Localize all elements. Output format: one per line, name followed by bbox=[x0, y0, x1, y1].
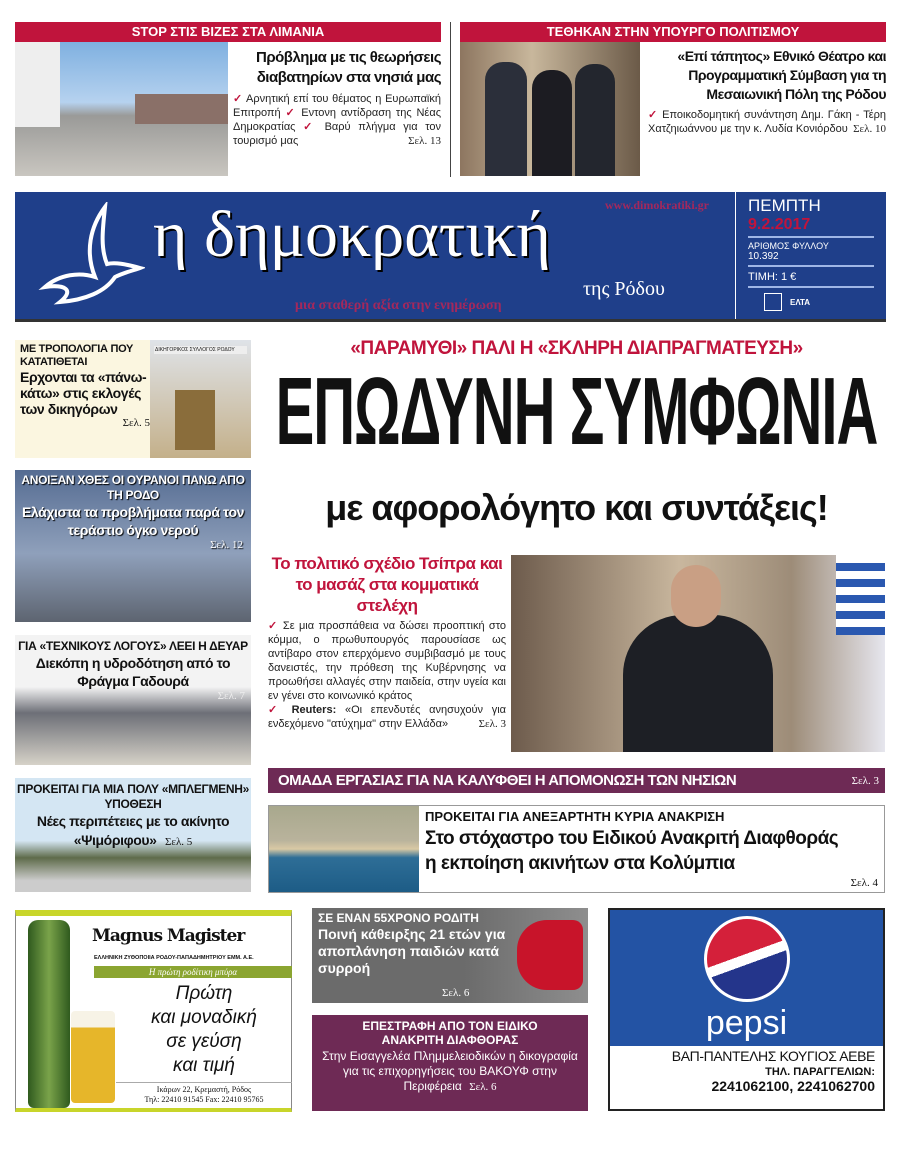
page-ref: Σελ. 4 bbox=[850, 877, 878, 889]
office-sign: ΔΙΚΗΓΟΡΙΚΟΣ ΣΥΛΛΟΓΟΣ ΡΟΔΟΥ bbox=[154, 346, 247, 354]
website: www.dimokratiki.gr bbox=[605, 198, 710, 212]
page-ref: Σελ. 10 bbox=[853, 123, 886, 135]
headline: Στο στόχαστρο του Ειδικού Ανακριτή Διαφθοράς η εκποίηση ακινήτων στα Κολύμπια bbox=[425, 828, 839, 874]
page-ref: Σελ. 6 bbox=[442, 987, 470, 999]
kicker: ΜΕ ΤΡΟΠΟΛΟΓΙΑ ΠΟΥ ΚΑΤΑΤΙΘΕΤΑΙ bbox=[20, 343, 134, 368]
day: ΠΕΜΠΤΗ bbox=[748, 196, 821, 215]
grey-story[interactable] bbox=[312, 908, 588, 1003]
page-ref: Σελ. 3 bbox=[478, 718, 506, 730]
kicker: ΠΡΟΚΕΙΤΑΙ ΓΙΑ ΑΝΕΞΑΡΤΗΤΗ ΚΥΡΙΑ ΑΝΑΚΡΙΣΗ bbox=[425, 809, 725, 824]
headline: Διεκόπη η υδροδότηση από το Φράγμα Γαδουρά bbox=[35, 655, 231, 689]
lead-subhead: με αφορολόγητο και συντάξεις! bbox=[325, 487, 828, 528]
pepsi-ad[interactable] bbox=[608, 908, 885, 1111]
top-left-story[interactable]: STOP ΣΤΙΣ ΒΙΖΕΣ ΣΤΑ ΛΙΜΑΝΙΑ Πρόβλημα με τις θεωρήσεις διαβατηρίων στα νησιά μας ✓ Αρνητική επί του θέματος η Ευρωπαϊκή Επιτροπή ✓ Εντονη αντίδραση της Νέας Δημοκρατίας ✓ Βαρύ πλήγμα για τον τουρισμό μας Σελ. 13 bbox=[15, 22, 441, 177]
headline: Ερχονται τα «πάνω-κάτω» στις εκλογές των δικηγόρων bbox=[20, 369, 147, 417]
left-story-storm[interactable] bbox=[15, 470, 251, 622]
left-story-water[interactable] bbox=[15, 635, 251, 765]
top-left-kicker: STOP ΣΤΙΣ ΒΙΖΕΣ ΣΤΑ ΛΙΜΑΝΙΑ bbox=[15, 22, 441, 42]
slogan: μια σταθερή αξία στην ενημέρωση bbox=[295, 298, 502, 313]
left-story-lawyers[interactable] bbox=[15, 340, 251, 458]
page-ref: Σελ. 13 bbox=[408, 135, 441, 147]
bullet: Βαρύ πλήγμα για τον τουρισμό μας bbox=[233, 121, 441, 147]
purple-story[interactable] bbox=[312, 1015, 588, 1111]
top-right-headline: «Επί τάπητος» Εθνικό Θέατρο και Προγραμματική Σύμβαση για τη Μεσαιωνική Πόλη της Ρόδου bbox=[677, 48, 886, 102]
reuters-label: Reuters: bbox=[291, 704, 337, 716]
meeting-photo bbox=[460, 42, 640, 176]
beer-glass-icon bbox=[71, 1011, 115, 1103]
page-ref: Σελ. 7 bbox=[217, 690, 245, 702]
lead-headline[interactable]: ΕΠΩΔΥΝΗ ΣΥΜΦΩΝΙΑ bbox=[275, 358, 878, 466]
divider bbox=[450, 22, 451, 177]
kolymbia-story[interactable] bbox=[268, 805, 885, 893]
post-stamp-icon bbox=[764, 293, 782, 311]
slogan-line: σε γεύση bbox=[166, 1031, 242, 1052]
slogan-line: και μοναδική bbox=[151, 1007, 257, 1028]
headline: Ποινή κάθειρξης 21 ετών για αποπλάνηση παιδιών κατά συρροή bbox=[318, 926, 506, 976]
dove-logo-icon bbox=[35, 202, 145, 312]
lead-story[interactable]: Το πολιτικό σχέδιο Τσίπρα και το μασάζ στα κομματικά στελέχη ✓ Σε μια προσπάθεια να δώσει προοπτική στο κόμμα, ο πρωθυπουργός παρουσίασε ως αντίβαρο στον επερχόμενο συμβιβασμό με τους δανειστές, την πρόθεση της Κυβέρνησης να προωθήσει αλλαγές στην παιδεία, στην υγεία και εν γένει στο κοινωνικό κράτος ✓ Reuters: «Οι επενδυτές ανησυχούν για ενδεχόμενο "ατύχημα" στην Ελλάδα» Σελ. 3 bbox=[268, 554, 507, 730]
phones: Τηλ: 22410 91545 Fax: 22410 95765 bbox=[144, 1095, 264, 1104]
headline: Ελάχιστα τα προβλήματα παρά τον τεράστιο όγκο νερού bbox=[21, 504, 245, 538]
kicker: ΕΠΕΣΤΡΑΦΗ ΑΠΟ ΤΟΝ ΕΙΔΙΚΟ ΑΝΑΚΡΙΤΗ ΔΙΑΦΘΟΡΑΣ bbox=[362, 1019, 538, 1047]
phones: 2241062100, 2241062700 bbox=[711, 1078, 875, 1094]
kicker: ΓΙΑ «ΤΕΧΝΙΚΟΥΣ ΛΟΓΟΥΣ» ΛΕΕΙ Η ΔΕΥΑΡ bbox=[18, 639, 248, 653]
slogan-line: και τιμή bbox=[173, 1055, 235, 1076]
purple-bar[interactable] bbox=[268, 768, 885, 793]
lead-kicker: «ΠΑΡΑΜΥΘΙ» ΠΑΛΙ Η «ΣΚΛΗΡΗ ΔΙΑΠΡΑΓΜΑΤΕΥΣΗ» bbox=[350, 338, 803, 359]
tsipras-photo bbox=[511, 555, 885, 752]
kicker: ΠΡΟΚΕΙΤΑΙ ΓΙΑ ΜΙΑ ΠΟΛΥ «ΜΠΛΕΓΜΕΝΗ» ΥΠΟΘΕΣΗ bbox=[17, 782, 249, 811]
masthead bbox=[15, 192, 886, 322]
date: 9.2.2017 bbox=[748, 216, 874, 238]
girl-photo bbox=[517, 920, 583, 990]
elta-logo: ΕΛΤΑ bbox=[790, 297, 811, 307]
left-story-property[interactable] bbox=[15, 778, 251, 892]
headline: Στην Εισαγγελέα Πλημμελειοδικών η δικογραφία για τις επιχορηγήσεις του ΒΑΚΟΥΦ στην Περιφέρεια bbox=[322, 1049, 578, 1093]
kicker: ΑΝΟΙΞΑΝ ΧΘΕΣ ΟΙ ΟΥΡΑΝΟΙ ΠΑΝΩ ΑΠΟ ΤΗ ΡΟΔΟ bbox=[21, 473, 245, 502]
bullet: Εντονη αντίδραση της Νέας Δημοκρατίας bbox=[233, 107, 441, 133]
reuters-text: «Οι επενδυτές ανησυχούν για ενδεχόμενο "ατύχημα" στην Ελλάδα» bbox=[268, 704, 506, 730]
beer-bottle-icon bbox=[28, 920, 70, 1108]
bullet: Εποικοδομητική συνάντηση Δημ. Γάκη - Τέρη Χατζηιωάννου με την κ. Λυδία Κονιόρδου bbox=[648, 109, 886, 135]
pepsi-globe-icon bbox=[704, 916, 790, 1002]
masthead-subtitle: της Ρόδου bbox=[583, 278, 665, 300]
top-right-kicker: ΤΕΘΗΚΑΝ ΣΤΗΝ ΥΠΟΥΡΓΟ ΠΟΛΙΤΙΣΜΟΥ bbox=[460, 22, 886, 42]
slogan-line: Πρώτη bbox=[175, 983, 233, 1004]
address: Ικάρων 22, Κρεμαστή, Ρόδος bbox=[156, 1085, 252, 1094]
page-ref: Σελ. 3 bbox=[851, 774, 879, 787]
page-ref: Σελ. 5 bbox=[164, 836, 193, 848]
brand: Magnus Magister bbox=[92, 926, 245, 946]
company: ΕΛΛΗΝΙΚΗ ΖΥΘΟΠΟΙΙΑ ΡΟΔΟΥ-ΠΑΠΑΔΗΜΗΤΡΙΟΥ ΕΜΜ. Α.Ε. bbox=[94, 955, 254, 961]
page-ref: Σελ. 12 bbox=[210, 539, 243, 551]
purple-bar-text: ΟΜΑΔΑ ΕΡΓΑΣΙΑΣ ΓΙΑ ΝΑ ΚΑΛΥΦΘΕΙ Η ΑΠΟΜΟΝΩΣΗ ΤΩΝ ΝΗΣΙΩΝ bbox=[278, 772, 737, 789]
top-right-story[interactable]: ΤΕΘΗΚΑΝ ΣΤΗΝ ΥΠΟΥΡΓΟ ΠΟΛΙΤΙΣΜΟΥ «Επί τάπητος» Εθνικό Θέατρο και Προγραμματική Σύμβαση για τη Μεσαιωνική Πόλη της Ρόδου ✓ Εποικοδομητική συνάντηση Δημ. Γάκη - Τέρη Χατζηιωάννου με την κ. Λυδία Κονιόρδου Σελ. 10 bbox=[460, 22, 886, 177]
issue-number: 10.392 bbox=[748, 251, 874, 267]
issue-label: ΑΡΙΘΜΟΣ ΦΥΛΛΟΥ bbox=[748, 241, 829, 251]
lawyers-office-photo bbox=[150, 340, 251, 458]
page-ref: Σελ. 6 bbox=[469, 1081, 497, 1093]
page-ref: Σελ. 5 bbox=[122, 417, 150, 429]
tagline: Η πρώτη ροδίτικη μπύρα bbox=[94, 966, 292, 978]
kicker: ΣΕ ΕΝΑΝ 55ΧΡΟΝΟ ΡΟΔΙΤΗ bbox=[318, 911, 479, 925]
bullet: Αρνητική επί του θέματος η Ευρωπαϊκή Επιτροπή bbox=[233, 93, 441, 119]
story-text: Σε μια προσπάθεια να δώσει προοπτική στο κόμμα, ο πρωθυπουργός παρουσίασε ως αντίβαρο στον επερχόμενο συμβιβασμό με τους δανειστές, την πρόθεση της Κυβέρνησης να προωθήσει αλλαγές στην παιδεία, στην υγεία και εν γένει στο κοινωνικό κράτος bbox=[268, 620, 507, 702]
company: ΒΑΠ-ΠΑΝΤΕΛΗΣ ΚΟΥΓΙΟΣ ΑΕΒΕ bbox=[671, 1048, 875, 1064]
headline: Νέες περιπέτειες με το ακίνητο «Ψιμόριφου» bbox=[36, 813, 230, 848]
order-label: ΤΗΛ. ΠΑΡΑΓΓΕΛΙΩΝ: bbox=[765, 1066, 875, 1078]
issue-panel bbox=[735, 192, 886, 319]
magnus-magister-ad[interactable] bbox=[15, 910, 292, 1112]
kolymbia-aerial-photo bbox=[269, 806, 419, 892]
price: ΤΙΜΗ: 1 € bbox=[748, 271, 874, 288]
pepsi-brand: pepsi bbox=[705, 1004, 788, 1042]
story-headline: Το πολιτικό σχέδιο Τσίπρα και το μασάζ στα κομματικά στελέχη bbox=[271, 554, 503, 615]
masthead-title: η δημοκρατική bbox=[153, 198, 551, 271]
top-left-headline: Πρόβλημα με τις θεωρήσεις διαβατηρίων στα νησιά μας bbox=[256, 49, 441, 86]
port-photo bbox=[15, 42, 228, 176]
